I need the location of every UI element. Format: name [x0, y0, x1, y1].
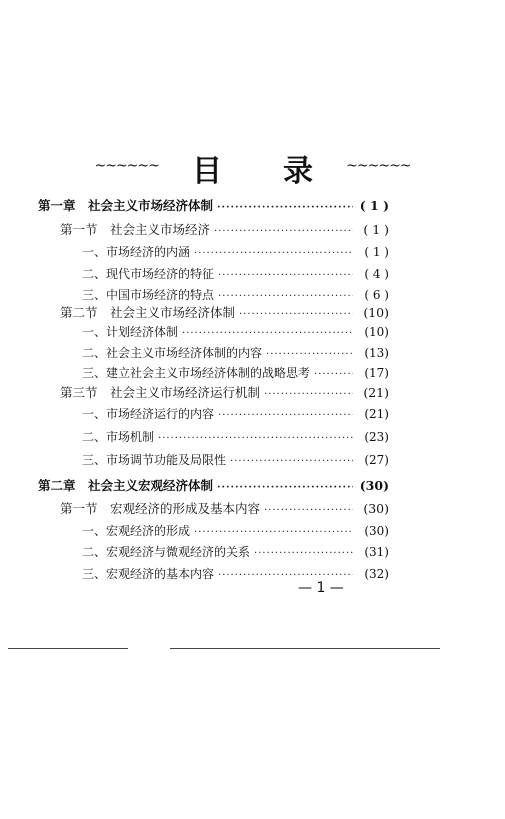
toc-entry-label: 第三节 社会主义市场经济运行机制: [60, 385, 261, 400]
toc-entry-section: [60, 303, 389, 321]
toc-entry-label: 三、宏观经济的基本内容: [82, 567, 215, 581]
toc-entry-page: ( 4 ): [364, 267, 389, 281]
toc-entry-label: 三、中国市场经济的特点: [82, 288, 215, 302]
toc-entry-page: ( 6 ): [364, 288, 389, 302]
toc-entry-item: [82, 428, 389, 445]
title-wave-left: ~~~~~~: [94, 158, 159, 174]
toc-entry-item: [82, 286, 389, 303]
toc-entry-page: (32): [364, 567, 389, 581]
title-wave-right: ~~~~~~: [346, 158, 411, 174]
toc-entry-page: (10): [363, 305, 389, 320]
toc-entry-section: [60, 383, 389, 401]
bottom-rule-left: [8, 648, 128, 649]
toc-entry-label: 二、社会主义市场经济体制的内容: [82, 346, 263, 360]
toc-leader-dots: [264, 505, 353, 516]
toc-entry-label: 第二节 社会主义市场经济体制: [60, 305, 236, 320]
toc-leader-dots: [214, 226, 353, 237]
toc-entry-page: (30): [364, 524, 389, 538]
toc-entry-chapter: [38, 476, 389, 494]
toc-entry-page: (23): [364, 430, 389, 444]
toc-entry-chapter: [38, 196, 389, 214]
toc-leader-dots: [254, 548, 353, 559]
toc-entry-label: 二、宏观经济与微观经济的关系: [82, 545, 251, 559]
toc-entry-page: (17): [364, 366, 389, 380]
toc-entry-page: (27): [364, 453, 389, 467]
toc-entry-item: [82, 543, 389, 560]
toc-leader-dots: [217, 202, 353, 213]
bottom-rule-right: [170, 648, 440, 649]
toc-entry-item: [82, 522, 389, 539]
toc-entry-section: [60, 220, 389, 238]
toc-entry-label: 一、市场经济运行的内容: [82, 407, 215, 421]
toc-entry-item: [82, 451, 389, 468]
toc-entry-label: 二、现代市场经济的特征: [82, 267, 215, 281]
toc-entry-page: (31): [364, 545, 389, 559]
toc-entry-label: 三、建立社会主义市场经济体制的战略思考: [82, 366, 311, 380]
toc-entry-label: 二、市场机制: [82, 430, 155, 444]
page-number: — 1 —: [298, 580, 344, 596]
toc-leader-dots: [218, 270, 353, 281]
toc-entry-item: [82, 323, 389, 340]
toc-leader-dots: [314, 369, 353, 380]
toc-entry-page: (13): [364, 346, 389, 360]
toc-leader-dots: [266, 349, 353, 360]
toc-entry-item: [82, 243, 389, 260]
toc-entry-item: [82, 344, 389, 361]
toc-entry-item: [82, 364, 389, 381]
toc-leader-dots: [182, 328, 353, 339]
toc-entry-label: 第一节 社会主义市场经济: [60, 222, 211, 237]
toc-entry-label: 第一章 社会主义市场经济体制: [38, 198, 214, 213]
toc-entry-label: 第一节 宏观经济的形成及基本内容: [60, 501, 261, 516]
toc-leader-dots: [218, 291, 353, 302]
toc-entry-item: [82, 265, 389, 282]
toc-entry-page: (30): [359, 478, 389, 493]
toc-entry-page: (10): [364, 325, 389, 339]
title-char-1: 目: [191, 154, 222, 189]
toc-entry-section: [60, 499, 389, 517]
toc-entry-label: 三、市场调节功能及局限性: [82, 453, 227, 467]
toc-leader-dots: [218, 410, 353, 421]
toc-entry-page: ( 1 ): [363, 222, 389, 237]
toc-entry-label: 第二章 社会主义宏观经济体制: [38, 478, 214, 493]
toc-entry-label: 一、宏观经济的形成: [82, 524, 191, 538]
toc-entry-page: (21): [364, 407, 389, 421]
toc-leader-dots: [194, 527, 353, 538]
toc-leader-dots: [194, 248, 353, 259]
title-char-2: 录: [283, 154, 314, 189]
toc-entry-page: ( 1 ): [359, 198, 389, 213]
toc-leader-dots: [158, 433, 353, 444]
toc-entry-page: (21): [363, 385, 389, 400]
toc-leader-dots: [230, 456, 353, 467]
toc-entry-item: [82, 405, 389, 422]
toc-entry-label: 一、计划经济体制: [82, 325, 179, 339]
toc-title: [0, 146, 505, 190]
toc-entry-page: ( 1 ): [364, 245, 389, 259]
toc-entry-label: 一、市场经济的内涵: [82, 245, 191, 259]
toc-leader-dots: [264, 389, 353, 400]
toc-leader-dots: [239, 309, 353, 320]
toc-leader-dots: [217, 482, 353, 493]
toc-entry-page: (30): [363, 501, 389, 516]
